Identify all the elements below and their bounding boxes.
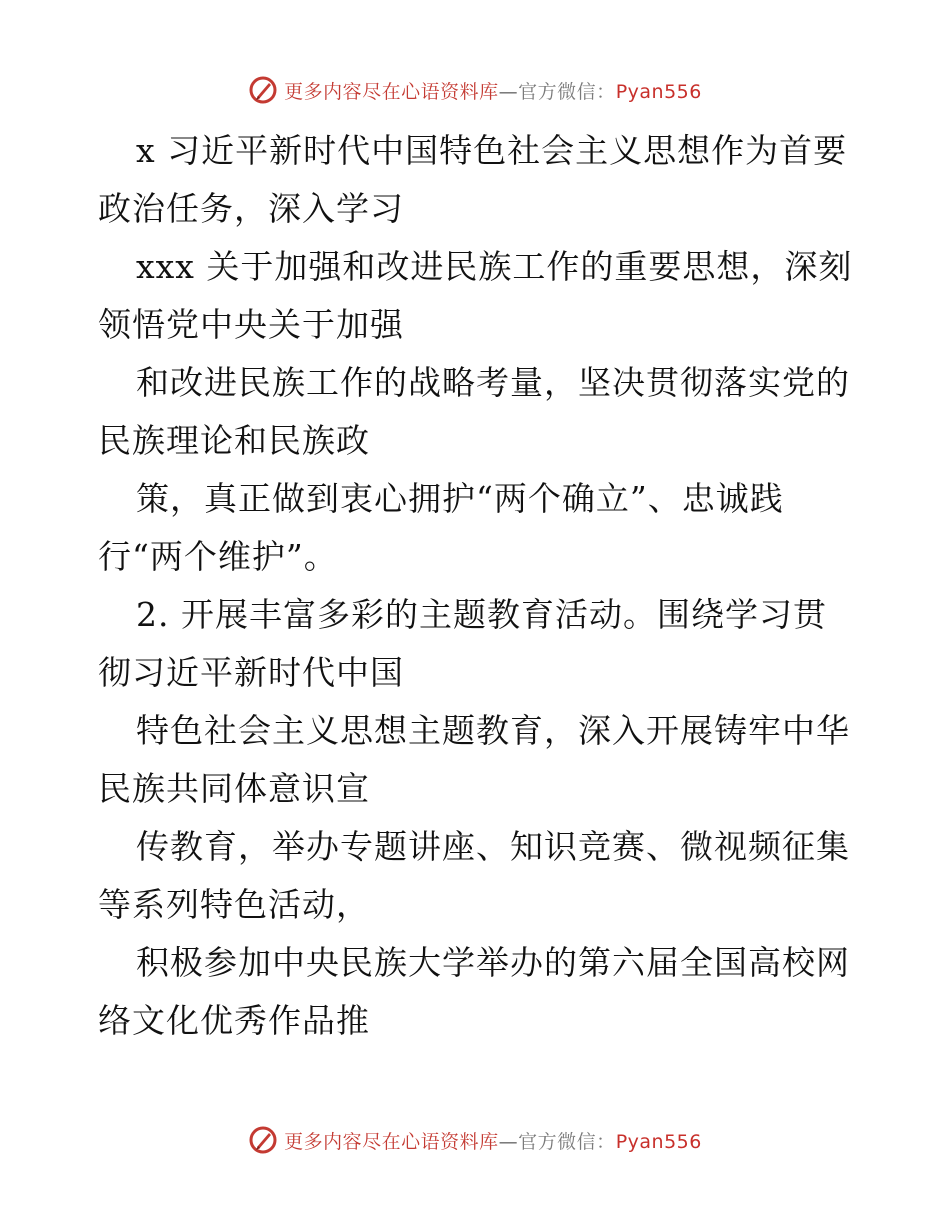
body-text-line: x 习近平新时代中国特色社会主义思想作为首要 [136, 131, 848, 170]
footer-banner-text [284, 1127, 702, 1154]
footer-wechat-label: 官方微信： [518, 1130, 616, 1153]
body-text-line: 行“两个维护”。 [98, 537, 338, 576]
body-text-line: 2. 开展丰富多彩的主题教育活动。围绕学习贯 [136, 595, 827, 634]
body-text-line: xxx 关于加强和改进民族工作的重要思想，深刻 [136, 247, 853, 286]
body-text-line: 络文化优秀作品推 [98, 1001, 370, 1040]
body-text-line: 积极参加中央民族大学举办的第六届全国高校网 [136, 943, 850, 982]
body-text-line: 等系列特色活动， [98, 885, 370, 924]
document-body [98, 122, 858, 1050]
body-text-line: 特色社会主义思想主题教育，深入开展铸牢中华 [136, 711, 850, 750]
body-text-line: 民族共同体意识宣 [98, 769, 370, 808]
body-text-line: 和改进民族工作的战略考量，坚决贯彻落实党的 [136, 363, 850, 402]
header-wechat-label: 官方微信： [518, 80, 616, 103]
footer-brand-text: 更多内容尽在心语资料库 [284, 1130, 499, 1153]
body-text-line: 彻习近平新时代中国 [98, 653, 404, 692]
quill-logo-icon [248, 75, 278, 105]
body-text-line: 传教育，举办专题讲座、知识竞赛、微视频征集 [136, 827, 850, 866]
header-separator: — [498, 80, 519, 103]
footer-separator: — [498, 1130, 519, 1153]
footer-wechat-id: Pyan556 [615, 1130, 702, 1153]
body-text-line: 策，真正做到衷心拥护“两个确立”、忠诚践 [136, 479, 784, 518]
body-text-line: 政治任务，深入学习 [98, 189, 404, 228]
header-watermark-banner [0, 70, 950, 110]
header-wechat-id: Pyan556 [615, 80, 702, 103]
footer-watermark-banner [0, 1120, 950, 1160]
body-text-line: 领悟党中央关于加强 [98, 305, 404, 344]
quill-logo-icon [248, 1125, 278, 1155]
header-banner-text [284, 77, 702, 104]
body-text-line: 民族理论和民族政 [98, 421, 370, 460]
header-brand-text: 更多内容尽在心语资料库 [284, 80, 499, 103]
